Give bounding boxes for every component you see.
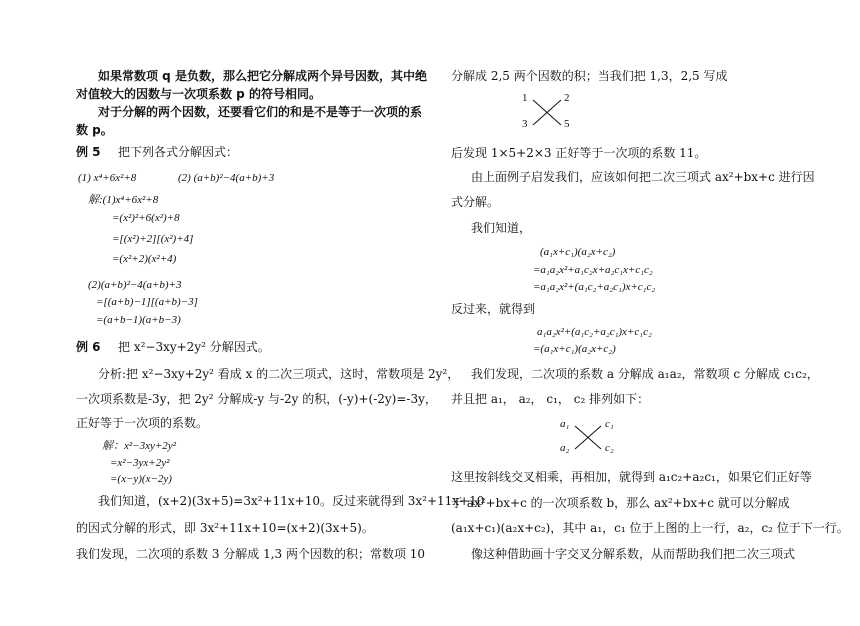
equation-5: =(a₁x+c₁)(a₂x+c₂) [533,343,616,355]
analysis-line-3: 正好等于一次项的系数。 [76,416,209,430]
cross-diagram-letters [560,418,620,458]
example-5-label: 例 5 [76,145,101,159]
cross-lines [522,92,578,132]
right-line-6: 我们发现，二次项的系数 a 分解成 a₁a₂，常数项 c 分解成 c₁c₂， [471,367,819,381]
cross-lines-2 [560,418,620,458]
solution-6-line-3: =(x−y)(x−2y) [110,473,172,485]
solution-2-line-3: =(a+b−1)(a+b−3) [96,314,181,326]
cross-a2: a₂ [560,442,570,454]
right-line-2: 后发现 1×5+2×3 正好等于一次项的系数 11。 [451,146,707,160]
right-line-3: 由上面例子启发我们，应该如何把二次三项式 ax²+bx+c 进行因 [471,170,815,184]
equation-3: =a₁a₂x²+(a₁c₂+a₂c₁)x+c₁c₂ [533,281,656,293]
solution-1-line-4: =(x²+2)(x²+4) [112,253,177,265]
we-know-line-2: 的因式分解的形式，即 3x²+11x+10=(x+2)(3x+5)。 [76,521,374,535]
solution-2-line-2: =[(a+b)−1][(a+b)−3] [96,296,198,308]
cross-bottom-right: 5 [564,118,570,130]
right-line-10: (a₁x+c₁)(a₂x+c₂)，其中 a₁，c₁ 位于上图的上一行，a₂，c₂ 位于下一行。 [451,521,849,535]
example-5-title: 把下列各式分解因式： [118,145,239,159]
sum-paragraph-line-2: 数 p。 [76,123,113,137]
solution-6-line-1: 解：x²−3xy+2y² [102,440,176,452]
cross-top-left: 1 [522,92,528,104]
solution-2-line-1: (2)(a+b)²−4(a+b)+3 [88,279,182,291]
analysis-line-2: 一次项系数是-3y，把 2y² 分解成-y 与-2y 的积，(-y)+(-2y)=-3y， [76,392,437,406]
right-line-5: 反过来，就得到 [451,302,536,316]
cross-c1: c₁ [605,418,614,430]
example-5-question-2: (2) (a+b)²−4(a+b)+3 [178,172,275,184]
equation-2: =a₁a₂x²+a₁c₂x+a₂c₁x+c₁c₂ [533,264,653,276]
cross-diagram-numbers [522,92,578,132]
right-line-7: 并且把 a₁， a₂， c₁， c₂ 排列如下： [451,392,650,406]
solution-1-line-3: =[(x²)+2][(x²)+4] [112,233,194,245]
right-line-9: 于 ax²+bx+c 的一次项系数 b，那么 ax²+bx+c 就可以分解成 [451,496,790,510]
rule-paragraph-line-1: 如果常数项 q 是负数，那么把它分解成两个异号因数，其中绝 [98,69,427,83]
cross-c2: c₂ [605,442,614,454]
right-line-11: 像这种借助画十字交叉分解系数，从而帮助我们把二次三项式 [471,547,796,561]
right-line-3b: 式分解。 [451,195,500,209]
cross-top-right: 2 [564,92,570,104]
analysis-line-1: 分析:把 x²−3xy+2y² 看成 x 的二次三项式，这时，常数项是 2y²， [98,367,460,381]
cross-bottom-left: 3 [522,118,528,130]
right-line-1: 分解成 2,5 两个因数的积；当我们把 1,3，2,5 写成 [451,69,728,83]
example-6-title: 把 x²−3xy+2y² 分解因式。 [118,340,270,354]
rule-paragraph-line-2: 对值较大的因数与一次项系数 p 的符号相同。 [76,87,321,101]
solution-1-line-1: 解:(1)x⁴+6x²+8 [88,194,159,206]
equation-4: a₁a₂x²+(a₁c₂+a₂c₁)x+c₁c₂ [537,326,652,338]
solution-6-line-2: =x²−3yx+2y² [110,457,170,469]
right-line-8: 这里按斜线交叉相乘，再相加，就得到 a₁c₂+a₂c₁，如果它们正好等 [451,470,812,484]
cross-a1: a₁ [560,418,570,430]
example-5-question-1: (1) x⁴+6x²+8 [78,172,137,184]
example-6-label: 例 6 [76,340,101,354]
right-line-4: 我们知道， [471,221,532,235]
solution-1-line-2: =(x²)²+6(x²)+8 [112,212,180,224]
equation-1: (a₁x+c₁)(a₂x+c₂) [540,246,616,258]
we-find-line-1: 我们发现，二次项的系数 3 分解成 1,3 两个因数的积；常数项 10 [76,547,426,561]
sum-paragraph-line-1: 对于分解的两个因数，还要看它们的和是不是等于一次项的系 [98,105,423,119]
we-know-line-1: 我们知道，(x+2)(3x+5)=3x²+11x+10。反过来就得到 3x²+11x+10 [98,494,485,508]
